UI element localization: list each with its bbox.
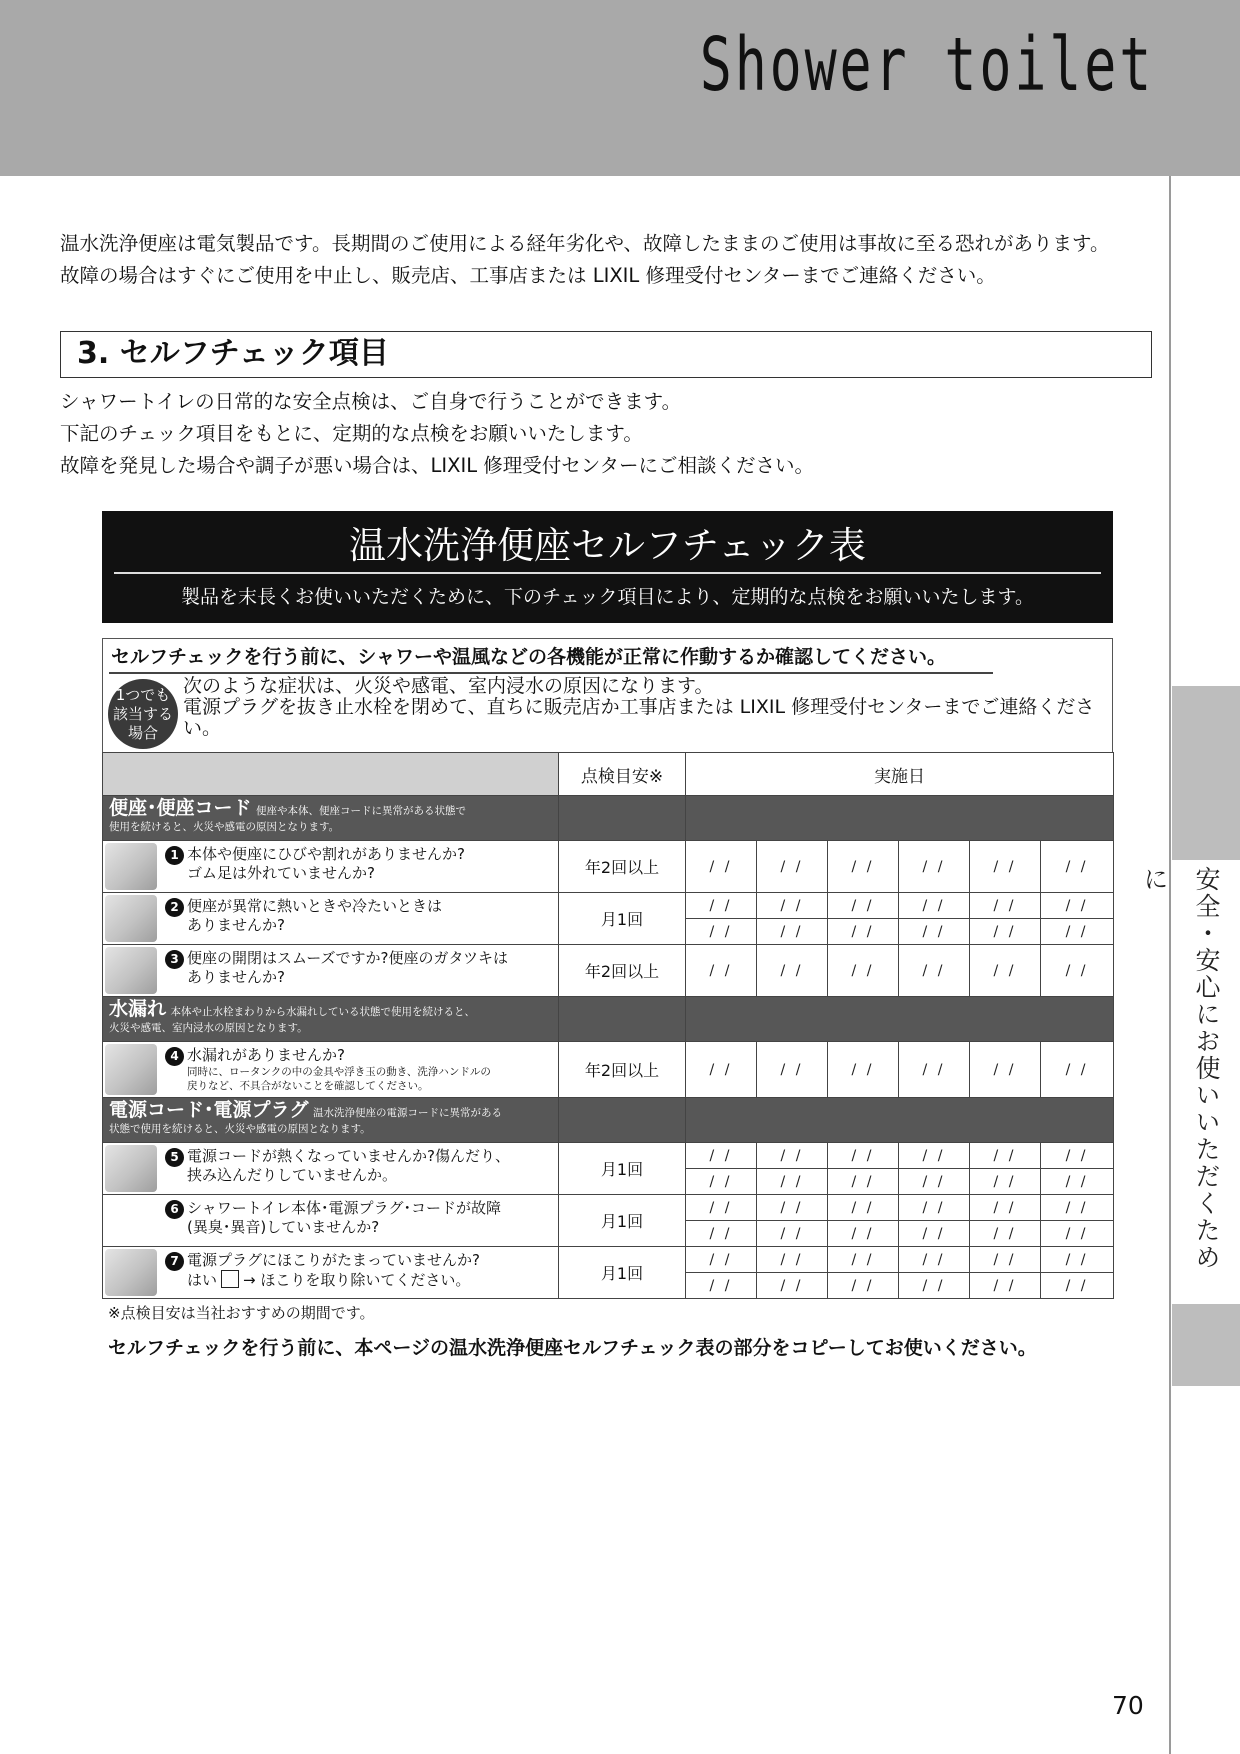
- date-slot[interactable]: / /: [970, 1273, 1041, 1299]
- date-slot[interactable]: / /: [686, 1195, 757, 1221]
- item-line: ゴム足は外れていませんか?: [187, 864, 375, 882]
- date-slot[interactable]: / /: [828, 1169, 899, 1195]
- warning-line: 電源プラグを抜き止水栓を閉めて、直ちに販売店か工事店または LIXIL 修理受付センターまでご連絡ください。: [183, 696, 1095, 739]
- item-line: 電源プラグにほこりがたまっていませんか?: [187, 1251, 480, 1269]
- date-slot[interactable]: / /: [970, 1042, 1041, 1098]
- date-slot[interactable]: / /: [899, 841, 970, 893]
- check-item-5: [103, 1143, 559, 1195]
- check-item-1: [103, 841, 559, 893]
- item-line: 水漏れがありませんか?: [187, 1046, 345, 1064]
- item-number: 7: [165, 1252, 184, 1271]
- checklist-banner: [102, 511, 1113, 623]
- date-slot[interactable]: / /: [1041, 1221, 1114, 1247]
- pre-check-underline: [109, 672, 993, 674]
- yes-checkbox[interactable]: [221, 1270, 239, 1288]
- date-slot[interactable]: / /: [757, 1195, 828, 1221]
- item-frequency: 月1回: [559, 1195, 686, 1247]
- item-text: [187, 1147, 554, 1185]
- item-line: ありませんか?: [187, 968, 285, 986]
- item-line: → ほこりを取り除いてください。: [243, 1271, 471, 1289]
- date-slot[interactable]: / /: [1041, 1143, 1114, 1169]
- category-note: 温水洗浄便座の電源コードに異常がある: [312, 1107, 502, 1119]
- date-slot[interactable]: / /: [686, 1143, 757, 1169]
- self-check-table: [102, 752, 1114, 1299]
- date-slot[interactable]: / /: [828, 945, 899, 997]
- date-slot[interactable]: / /: [1041, 893, 1114, 919]
- item-text: [187, 1199, 554, 1237]
- date-slot[interactable]: / /: [1041, 1195, 1114, 1221]
- intro-paragraph: [60, 228, 1110, 292]
- seat-illustration: [105, 895, 157, 942]
- date-header: 実施日: [686, 753, 1114, 796]
- date-slot[interactable]: / /: [757, 945, 828, 997]
- description-paragraph: [60, 386, 814, 482]
- date-slot[interactable]: / /: [899, 945, 970, 997]
- description-line: 故障を発見した場合や調子が悪い場合は、LIXIL 修理受付センターにご相談ください。: [60, 454, 815, 477]
- section-title: 3. セルフチェック項目: [60, 331, 1152, 378]
- date-slot[interactable]: / /: [828, 1195, 899, 1221]
- description-line: 下記のチェック項目をもとに、定期的な点検をお願いいたします。: [60, 422, 643, 445]
- water-valve-illustration: [105, 1044, 157, 1095]
- item-text: [187, 897, 554, 935]
- category-note: 便座や本体、便座コードに異常がある状態で: [255, 805, 466, 817]
- frequency-header: 点検目安※: [559, 753, 686, 796]
- side-divider: [1169, 176, 1171, 1754]
- item-line: ありませんか?: [187, 916, 285, 934]
- check-item-4: [103, 1042, 559, 1098]
- warning-line: 次のような症状は、火災や感電、室内浸水の原因になります。: [183, 675, 714, 697]
- page-number: 70: [1112, 1691, 1144, 1720]
- date-slot[interactable]: / /: [970, 1247, 1041, 1273]
- date-slot[interactable]: / /: [1041, 1042, 1114, 1098]
- power-plug-illustration: [105, 1249, 157, 1296]
- warning-text: [183, 676, 1103, 739]
- toilet-illustration: [105, 843, 157, 890]
- header-blank-cell: [103, 753, 559, 796]
- date-slot[interactable]: / /: [686, 1042, 757, 1098]
- date-slot[interactable]: / /: [686, 919, 757, 945]
- item-text: [187, 949, 554, 987]
- date-slot[interactable]: / /: [757, 1247, 828, 1273]
- item-line-with-checkbox: [187, 1270, 554, 1290]
- date-slot[interactable]: / /: [828, 919, 899, 945]
- date-slot[interactable]: / /: [828, 1273, 899, 1299]
- date-slot[interactable]: / /: [899, 893, 970, 919]
- item-frequency: 月1回: [559, 893, 686, 945]
- date-slot[interactable]: / /: [970, 893, 1041, 919]
- item-text: [187, 845, 554, 883]
- date-slot[interactable]: / /: [1041, 1169, 1114, 1195]
- date-slot[interactable]: / /: [970, 1195, 1041, 1221]
- badge-line: 1つでも: [115, 686, 171, 704]
- date-slot[interactable]: / /: [757, 841, 828, 893]
- check-item-6: [103, 1195, 559, 1247]
- page-header: [0, 0, 1240, 176]
- check-item-3: [103, 945, 559, 997]
- side-tab-marker: [1172, 1304, 1240, 1386]
- date-slot[interactable]: / /: [899, 1221, 970, 1247]
- banner-title: 温水洗浄便座セルフチェック表: [349, 524, 866, 567]
- category-note: 使用を続けると、火災や感電の原因となります。: [109, 821, 340, 833]
- item-text: [187, 1251, 554, 1290]
- badge-line: 場合: [127, 724, 158, 742]
- date-slot[interactable]: / /: [757, 1143, 828, 1169]
- category-blank-cell: [559, 997, 686, 1042]
- date-slot[interactable]: / /: [686, 1247, 757, 1273]
- category-blank-cell: [686, 796, 1114, 841]
- copy-note: セルフチェックを行う前に、本ページの温水洗浄便座セルフチェック表の部分をコピーしてお使いください。: [108, 1337, 1037, 1359]
- item-number: 5: [165, 1148, 184, 1167]
- item-line: シャワートイレ本体･電源プラグ･コードが故障: [187, 1199, 501, 1217]
- date-slot[interactable]: / /: [757, 1169, 828, 1195]
- item-line: (異臭･異音)していませんか?: [187, 1218, 380, 1236]
- date-slot[interactable]: / /: [970, 1221, 1041, 1247]
- item-line: 便座の開閉はスムーズですか?便座のガタツキは: [187, 949, 509, 967]
- pre-check-title: セルフチェックを行う前に、シャワーや温風などの各機能が正常に作動するか確認してください。: [111, 646, 947, 668]
- category-seat: [103, 796, 559, 841]
- intro-line: 故障の場合はすぐにご使用を中止し、販売店、工事店または LIXIL 修理受付センターまでご連絡ください。: [60, 264, 996, 287]
- side-tab-label: 安全・安心にお使いいただくために: [1140, 866, 1221, 1271]
- date-slot[interactable]: / /: [686, 1221, 757, 1247]
- date-slot[interactable]: / /: [1041, 945, 1114, 997]
- date-slot[interactable]: / /: [899, 1273, 970, 1299]
- date-slot[interactable]: / /: [757, 1221, 828, 1247]
- date-slot[interactable]: / /: [686, 893, 757, 919]
- item-note: 同時に、ロータンクの中の金具や浮き玉の動き、洗浄ハンドルの: [187, 1066, 491, 1078]
- item-number: 1: [165, 846, 184, 865]
- item-frequency: 年2回以上: [559, 841, 686, 893]
- date-slot[interactable]: / /: [899, 1247, 970, 1273]
- item-text: [187, 1046, 554, 1093]
- category-note: 本体や止水栓まわりから水漏れしている状態で使用を続けると、: [170, 1006, 475, 1018]
- footnote: ※点検目安は当社おすすめの期間です。: [108, 1304, 375, 1322]
- category-blank-cell: [686, 1098, 1114, 1143]
- item-frequency: 年2回以上: [559, 945, 686, 997]
- category-blank-cell: [559, 796, 686, 841]
- item-frequency: 年2回以上: [559, 1042, 686, 1098]
- item-frequency: 月1回: [559, 1143, 686, 1195]
- category-title: 水漏れ: [109, 998, 167, 1020]
- date-slot[interactable]: / /: [828, 1247, 899, 1273]
- date-slot[interactable]: / /: [686, 841, 757, 893]
- item-number: 3: [165, 950, 184, 969]
- date-slot[interactable]: / /: [828, 841, 899, 893]
- item-line: 本体や便座にひびや割れがありませんか?: [187, 845, 465, 863]
- date-slot[interactable]: / /: [686, 1169, 757, 1195]
- date-slot[interactable]: / /: [970, 1143, 1041, 1169]
- date-slot[interactable]: / /: [828, 1143, 899, 1169]
- yes-label: はい: [187, 1271, 218, 1289]
- item-number: 4: [165, 1047, 184, 1066]
- date-slot[interactable]: / /: [757, 1042, 828, 1098]
- date-slot[interactable]: / /: [899, 1169, 970, 1195]
- date-slot[interactable]: / /: [970, 919, 1041, 945]
- date-slot[interactable]: / /: [686, 945, 757, 997]
- category-leak: [103, 997, 559, 1042]
- date-slot[interactable]: / /: [1041, 1247, 1114, 1273]
- category-power: [103, 1098, 559, 1143]
- item-line: 便座が異常に熱いときや冷たいときは: [187, 897, 443, 915]
- pre-check-box: [102, 638, 1113, 752]
- banner-divider: [114, 572, 1101, 574]
- category-note: 火災や感電、室内浸水の原因となります。: [109, 1022, 308, 1034]
- check-item-7: [103, 1247, 559, 1299]
- date-slot[interactable]: / /: [757, 1273, 828, 1299]
- date-slot[interactable]: / /: [1041, 1273, 1114, 1299]
- date-slot[interactable]: / /: [970, 945, 1041, 997]
- warning-badge: [108, 679, 178, 749]
- badge-line: 該当する: [112, 705, 173, 723]
- item-number: 6: [165, 1200, 184, 1219]
- category-note: 状態で使用を続けると、火災や感電の原因となります。: [109, 1123, 371, 1135]
- check-item-2: [103, 893, 559, 945]
- date-slot[interactable]: / /: [757, 919, 828, 945]
- seat-hinge-illustration: [105, 947, 157, 994]
- date-slot[interactable]: / /: [1041, 919, 1114, 945]
- category-title: 便座･便座コード: [109, 797, 252, 819]
- item-line: 電源コードが熱くなっていませんか?傷んだり、: [187, 1147, 510, 1165]
- category-blank-cell: [559, 1098, 686, 1143]
- item-note: 戻りなど、不具合がないことを確認してください。: [187, 1080, 429, 1092]
- date-slot[interactable]: / /: [899, 1195, 970, 1221]
- date-slot[interactable]: / /: [828, 1221, 899, 1247]
- category-blank-cell: [686, 997, 1114, 1042]
- date-slot[interactable]: / /: [970, 841, 1041, 893]
- date-slot[interactable]: / /: [828, 893, 899, 919]
- intro-line: 温水洗浄便座は電気製品です。長期間のご使用による経年劣化や、故障したままのご使用は事故に至る恐れがあります。: [60, 232, 1110, 255]
- category-title: 電源コード･電源プラグ: [109, 1099, 309, 1121]
- date-slot[interactable]: / /: [757, 893, 828, 919]
- date-slot[interactable]: / /: [970, 1169, 1041, 1195]
- date-slot[interactable]: / /: [1041, 841, 1114, 893]
- item-number: 2: [165, 898, 184, 917]
- date-slot[interactable]: / /: [686, 1273, 757, 1299]
- date-slot[interactable]: / /: [899, 1143, 970, 1169]
- brand-logo: Shower toilet: [699, 22, 1154, 108]
- date-slot[interactable]: / /: [899, 919, 970, 945]
- description-line: シャワートイレの日常的な安全点検は、ご自身で行うことができます。: [60, 390, 682, 413]
- item-line: 挟み込んだりしていませんか。: [187, 1166, 398, 1184]
- power-cord-illustration: [105, 1145, 157, 1192]
- banner-subtitle: 製品を末長くお使いいただくために、下のチェック項目により、定期的な点検をお願いいたします。: [181, 586, 1034, 608]
- date-slot[interactable]: / /: [899, 1042, 970, 1098]
- date-slot[interactable]: / /: [828, 1042, 899, 1098]
- item-frequency: 月1回: [559, 1247, 686, 1299]
